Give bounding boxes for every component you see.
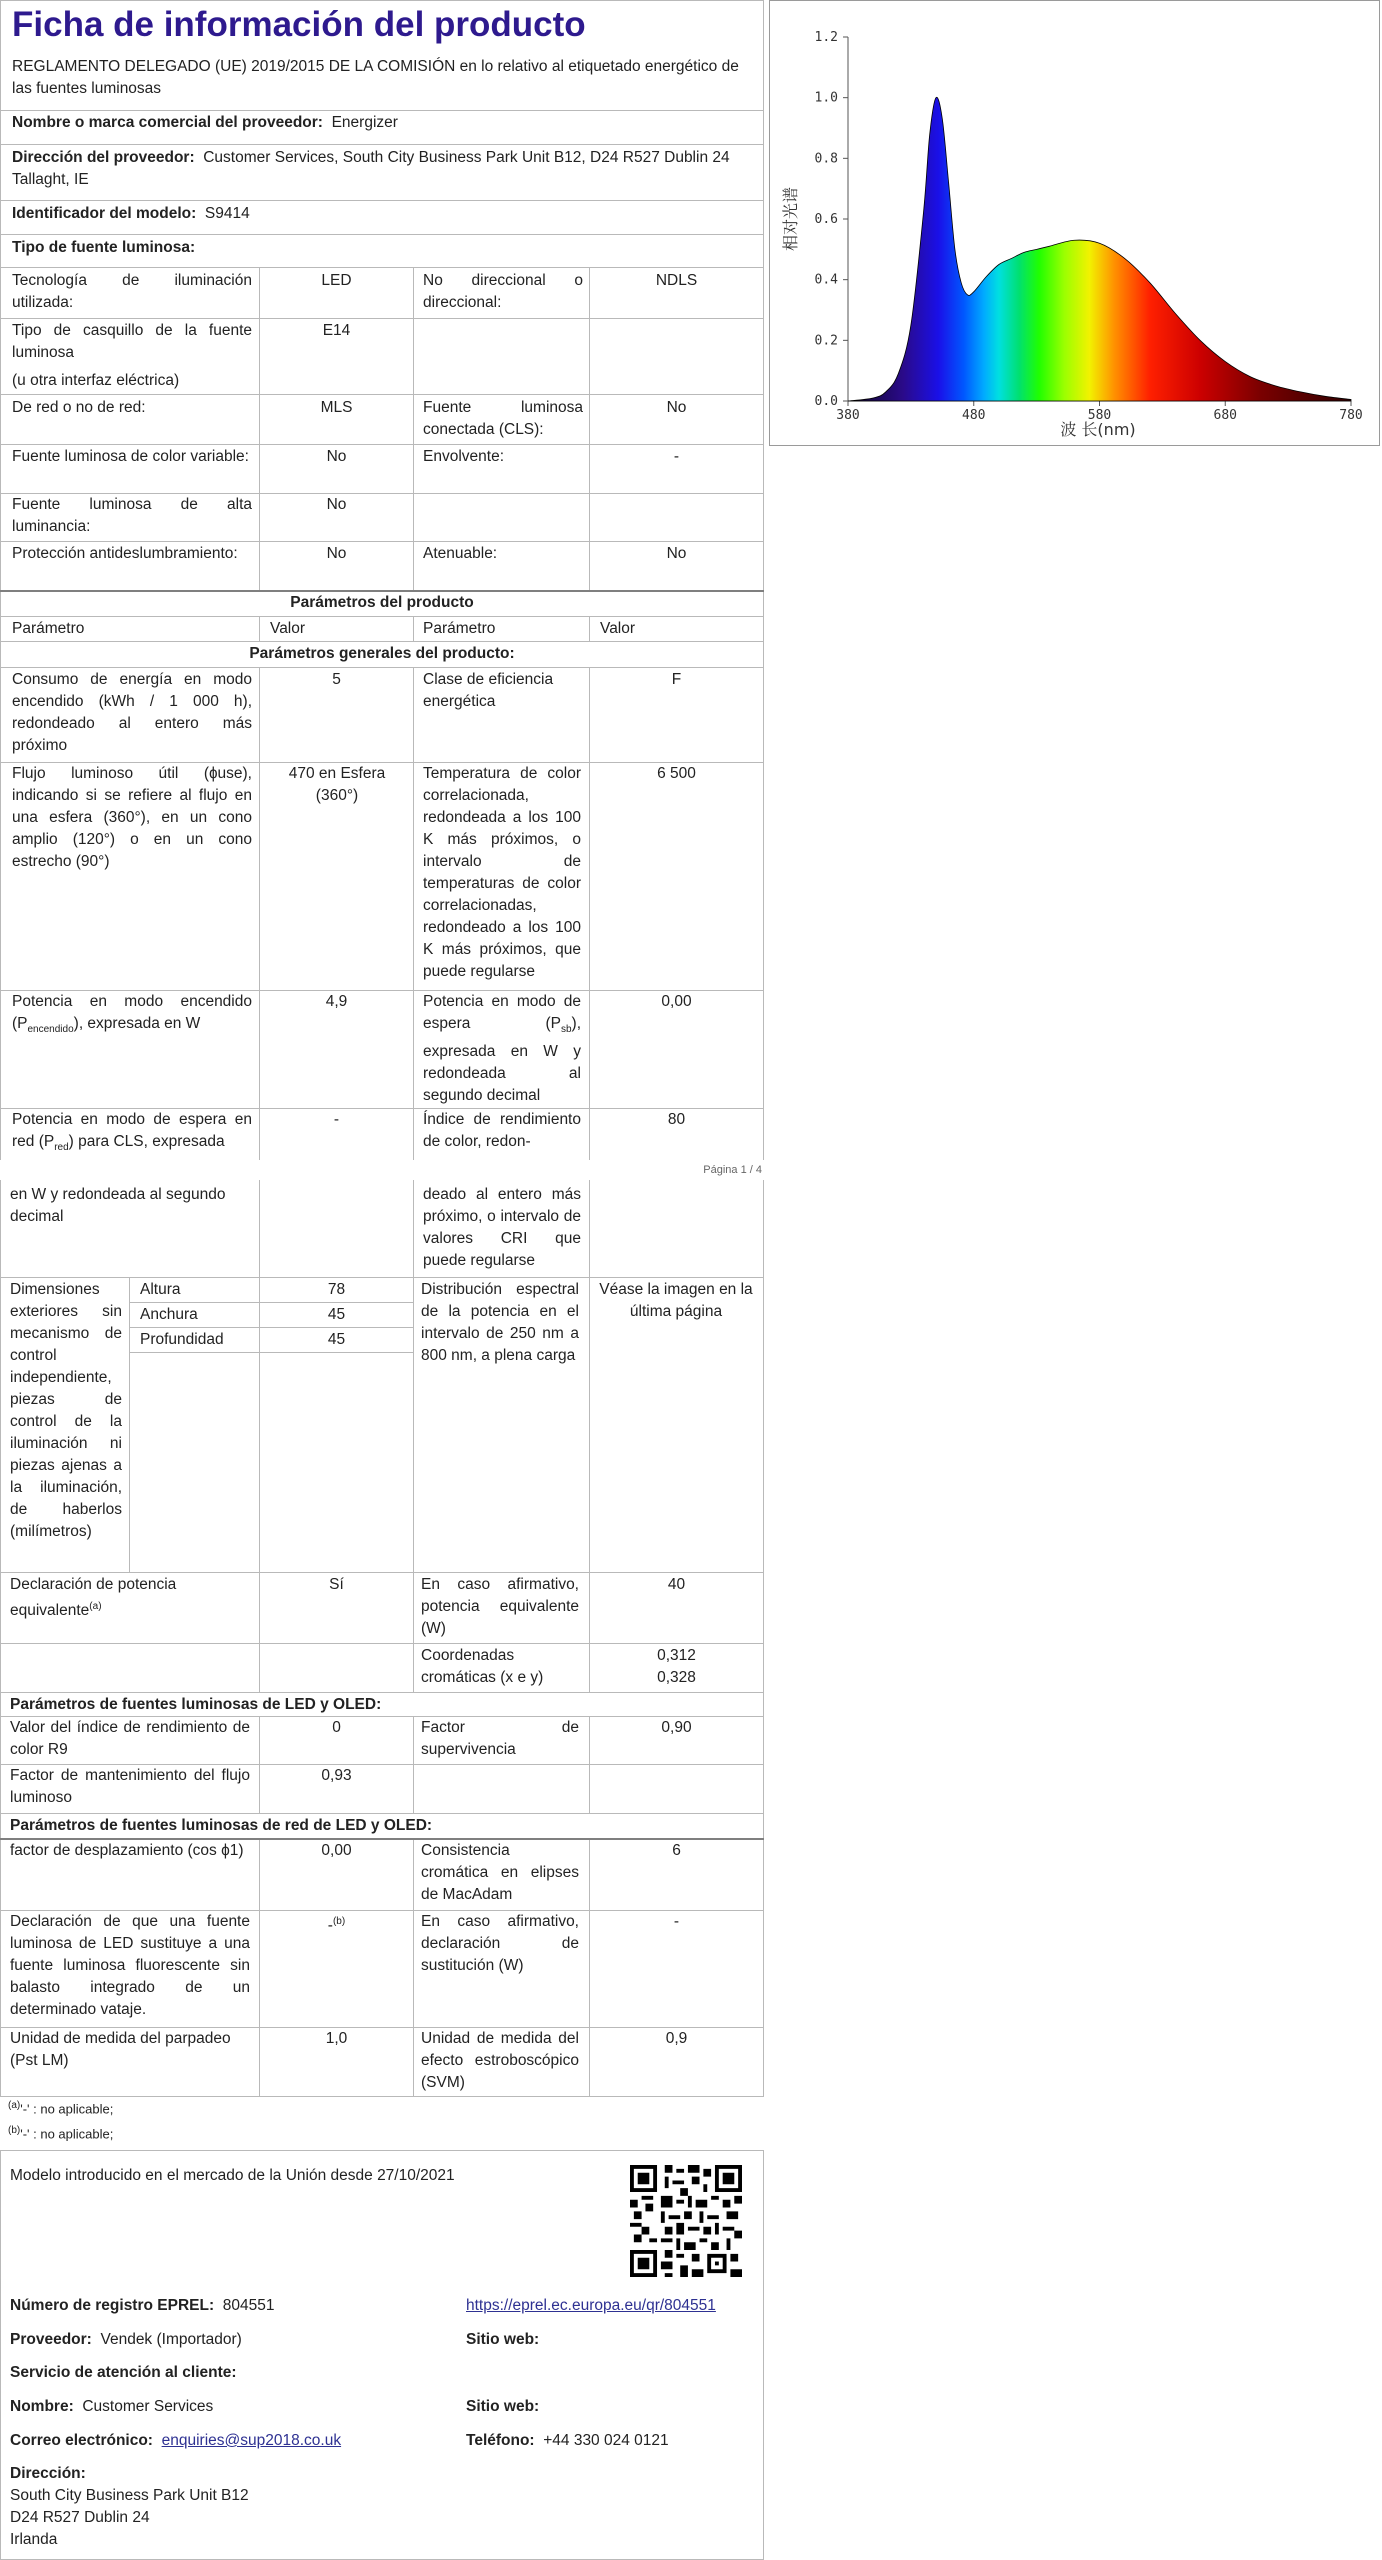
page-title: Ficha de información del producto [12, 5, 586, 44]
mains-value: MLS [320, 399, 353, 416]
market-date: Modelo introducido en el mercado de la Unión desde 27/10/2021 [10, 2167, 455, 2184]
fluor-value: -$^{(b)}$ [327, 1916, 346, 1935]
r9-label: Valor del índice de rendimiento de color R9 [10, 1719, 250, 1758]
provider-value: Vendek (Importador) [100, 2331, 242, 2348]
mains-label: De red o no de red: [12, 399, 146, 416]
y-tick-label: 0.6 [814, 212, 838, 227]
class-label: Clase de eficiencia energética [423, 671, 554, 710]
flux-value: 470 en Esfera (360°) [288, 765, 386, 804]
website-label-2: Sitio web: [466, 2398, 540, 2415]
eprel-row [10, 2295, 274, 2317]
surv-label: Factor de supervivencia [421, 1719, 579, 1758]
psb-label: Potencia en modo de espera $(P_{sb})$, expresada en W y redondeada al segundo decimal [423, 993, 581, 1105]
cri-label: Índice de rendimiento de color, redon- [423, 1111, 581, 1150]
y-tick-label: 1.0 [814, 90, 838, 106]
cap-label: Tipo de casquillo de la fuente luminosa [12, 322, 252, 361]
contact-name-row [10, 2396, 213, 2418]
hl-value: No [326, 496, 347, 513]
dims-label: Dimensiones exteriores sin mecanismo de control independiente, piezas de control de la iluminación ni piezas ajenas a la iluminación, de haberlos (milímetros) [10, 1281, 122, 1540]
cri-value: 80 [667, 1111, 686, 1128]
contact-address-label: Dirección: [10, 2465, 86, 2482]
x-tick-label: 580 [1087, 408, 1112, 423]
phone-value: +44 330 024 0121 [543, 2432, 669, 2449]
maint-value: 0,93 [321, 1767, 352, 1784]
glare-value: No [326, 545, 347, 562]
model-value: S9414 [204, 205, 250, 222]
mains-params-header: Parámetros de fuentes luminosas de red de LED y OLED: [10, 1817, 433, 1834]
pon-label: Potencia en modo encendido $(P_{encendido})$, expresada en W [12, 993, 252, 1036]
x-tick-label: 480 [962, 408, 986, 423]
cri-label-cont: deado al entero más próximo, o intervalo de valores CRI que puede regularse [423, 1186, 581, 1269]
contact-address-line-2: D24 R527 Dublin 24 [10, 2509, 150, 2526]
address-row [12, 147, 760, 191]
dim-value: No [666, 545, 687, 562]
disp-label: factor de desplazamiento (cos ϕ1) [10, 1842, 244, 1859]
equiv-label: Declaración de potencia equivalente$^{(a)}$ [10, 1576, 177, 1620]
model-row [12, 203, 250, 225]
height-value: 78 [327, 1281, 346, 1298]
fluorw-value: - [673, 1913, 680, 1930]
pnet-label-cont: en W y redondeada al segundo decimal [10, 1186, 226, 1225]
energy-label: Consumo de energía en modo encendido (kWh / 1 000 h), redondeado al entero más próximo [12, 671, 252, 754]
qr-code [630, 2165, 742, 2277]
svm-value: 0,9 [665, 2030, 688, 2047]
flux-label: Flujo luminoso útil (ɸuse), indicando si se refiere al flujo en una esfera (360°), en un cono amplio (120°) o en un cono estrecho (90°) [12, 765, 252, 870]
col-param-2: Parámetro [423, 620, 496, 637]
dim-label: Atenuable: [423, 545, 498, 562]
cap-label-2: (u otra interfaz eléctrica) [12, 372, 180, 389]
contact-name-value: Customer Services [82, 2398, 214, 2415]
psb-value: 0,00 [661, 993, 692, 1010]
regulation-text: REGLAMENTO DELEGADO (UE) 2019/2015 DE LA COMISIÓN en lo relativo al etiquetado energético de las fuentes luminosas [12, 58, 739, 97]
x-axis-label: 波 长(nm) [1060, 420, 1136, 439]
depth-label: Profundidad [140, 1331, 224, 1348]
supplier-value: Energizer [331, 114, 398, 131]
colour-value: No [326, 448, 347, 465]
col-value-1: Valor [270, 620, 306, 637]
spd-label: Distribución espectral de la potencia en el intervalo de 250 nm a 800 nm, a plena carga [421, 1281, 579, 1364]
phone-row [466, 2430, 669, 2452]
env-label: Envolvente: [423, 448, 504, 465]
width-label: Anchura [140, 1306, 198, 1323]
eprel-value: 804551 [222, 2297, 275, 2314]
equiv-value: Sí [329, 1576, 344, 1593]
svm-label: Unidad de medida del efecto estroboscópico (SVM) [421, 2030, 579, 2091]
chroma-label: Coordenadas cromáticas (x e y) [421, 1647, 544, 1686]
general-header: Parámetros generales del producto: [249, 645, 515, 662]
pon-value: 4,9 [325, 993, 348, 1010]
provider-label: Proveedor: [10, 2331, 92, 2348]
provider-row [10, 2329, 242, 2351]
spectrum-area [848, 97, 1351, 401]
tech-value: LED [321, 272, 352, 289]
footnote-b: $^{(b)}$'-' : no aplicable; [8, 2125, 114, 2142]
nondir-label: No direccional o direccional: [423, 272, 583, 311]
surv-value: 0,90 [661, 1719, 692, 1736]
address-value: Customer Services, South City Business Park Unit B12, D24 R527 Dublin 24 Tallaght, IE [12, 149, 730, 188]
cap-value: E14 [322, 322, 351, 339]
eprel-label: Número de registro EPREL: [10, 2297, 215, 2314]
y-tick-label: 1.2 [814, 30, 838, 45]
x-tick-label: 780 [1339, 408, 1363, 423]
eprel-link[interactable]: https://eprel.ec.europa.eu/qr/804551 [466, 2297, 716, 2314]
cct-value: 6 500 [657, 765, 696, 782]
x-tick-label: 380 [836, 408, 860, 423]
width-value: 45 [327, 1306, 346, 1323]
class-value: F [671, 671, 682, 688]
y-tick-label: 0.0 [814, 394, 838, 409]
equivw-label: En caso afirmativo, potencia equivalente (W) [421, 1576, 579, 1637]
y-tick-label: 0.8 [814, 151, 838, 167]
led-header: Parámetros de fuentes luminosas de LED y OLED: [10, 1696, 382, 1713]
email-row [10, 2430, 341, 2452]
x-tick-label: 680 [1213, 408, 1237, 423]
colour-label: Fuente luminosa de color variable: [12, 448, 249, 465]
cct-label: Temperatura de color correlacionada, redondeada a los 100 K más próximos, o intervalo de temperaturas de color correlacionadas, redondeado a los 100 K más próximos, que puede regularse [423, 765, 581, 980]
col-param-1: Parámetro [12, 620, 85, 637]
tech-label: Tecnología de iluminación utilizada: [12, 272, 252, 311]
pst-label: Unidad de medida del parpadeo (Pst LM) [10, 2030, 231, 2069]
depth-value: 45 [327, 1331, 346, 1348]
pnet-value: - [333, 1111, 340, 1128]
source-type-heading: Tipo de fuente luminosa: [12, 239, 196, 256]
model-label: Identificador del modelo: [12, 205, 197, 222]
y-axis-label: 相对光谱 [781, 186, 800, 252]
supplier-label: Nombre o marca comercial del proveedor: [12, 114, 323, 131]
maint-label: Factor de mantenimiento del flujo luminoso [10, 1767, 250, 1806]
contact-address-line-1: South City Business Park Unit B12 [10, 2487, 249, 2504]
footnote-a: $^{(a)}$'-' : no aplicable; [8, 2100, 114, 2117]
y-tick-label: 0.2 [814, 333, 838, 349]
email-link[interactable]: enquiries@sup2018.co.uk [161, 2432, 342, 2449]
params-header: Parámetros del producto [290, 594, 474, 611]
pst-value: 1,0 [325, 2030, 348, 2047]
cls-label: Fuente luminosa conectada (CLS): [423, 399, 583, 438]
height-label: Altura [140, 1281, 181, 1298]
contact-name-label: Nombre: [10, 2398, 74, 2415]
contact-address-line-3: Irlanda [10, 2531, 58, 2548]
glare-label: Protección antideslumbramiento: [12, 545, 238, 562]
spectrum-chart [769, 0, 1380, 446]
r9-value: 0 [332, 1719, 341, 1736]
page-number: Página 1 / 4 [703, 1164, 762, 1176]
y-tick-label: 0.4 [814, 272, 838, 288]
fluor-label: Declaración de que una fuente luminosa de LED sustituye a una fuente luminosa fluorescente sin balasto integrado de un determinado vataje. [10, 1913, 250, 2018]
pnet-label: Potencia en modo de espera en red $(P_{red})$ para CLS, expresada [12, 1111, 252, 1154]
supplier-row [12, 112, 398, 134]
disp-value: 0,00 [321, 1842, 352, 1859]
env-value: - [673, 448, 680, 465]
macadam-label: Consistencia cromática en elipses de MacAdam [421, 1842, 579, 1903]
energy-value: 5 [332, 671, 341, 688]
cls-value: No [666, 399, 687, 416]
address-label: Dirección del proveedor: [12, 149, 195, 166]
website-label: Sitio web: [466, 2331, 540, 2348]
chroma-x: 0,312 [657, 1647, 696, 1664]
phone-label: Teléfono: [466, 2432, 535, 2449]
nondir-value: NDLS [655, 272, 698, 289]
fluorw-label: En caso afirmativo, declaración de sustitución (W) [421, 1913, 579, 1974]
service-label: Servicio de atención al cliente: [10, 2364, 237, 2381]
equivw-value: 40 [667, 1576, 686, 1593]
macadam-value: 6 [672, 1842, 681, 1859]
chroma-y: 0,328 [657, 1669, 696, 1686]
hl-label: Fuente luminosa de alta luminancia: [12, 496, 252, 535]
email-label: Correo electrónico: [10, 2432, 153, 2449]
col-value-2: Valor [600, 620, 636, 637]
spd-value: Véase la imagen en la última página [599, 1281, 753, 1320]
